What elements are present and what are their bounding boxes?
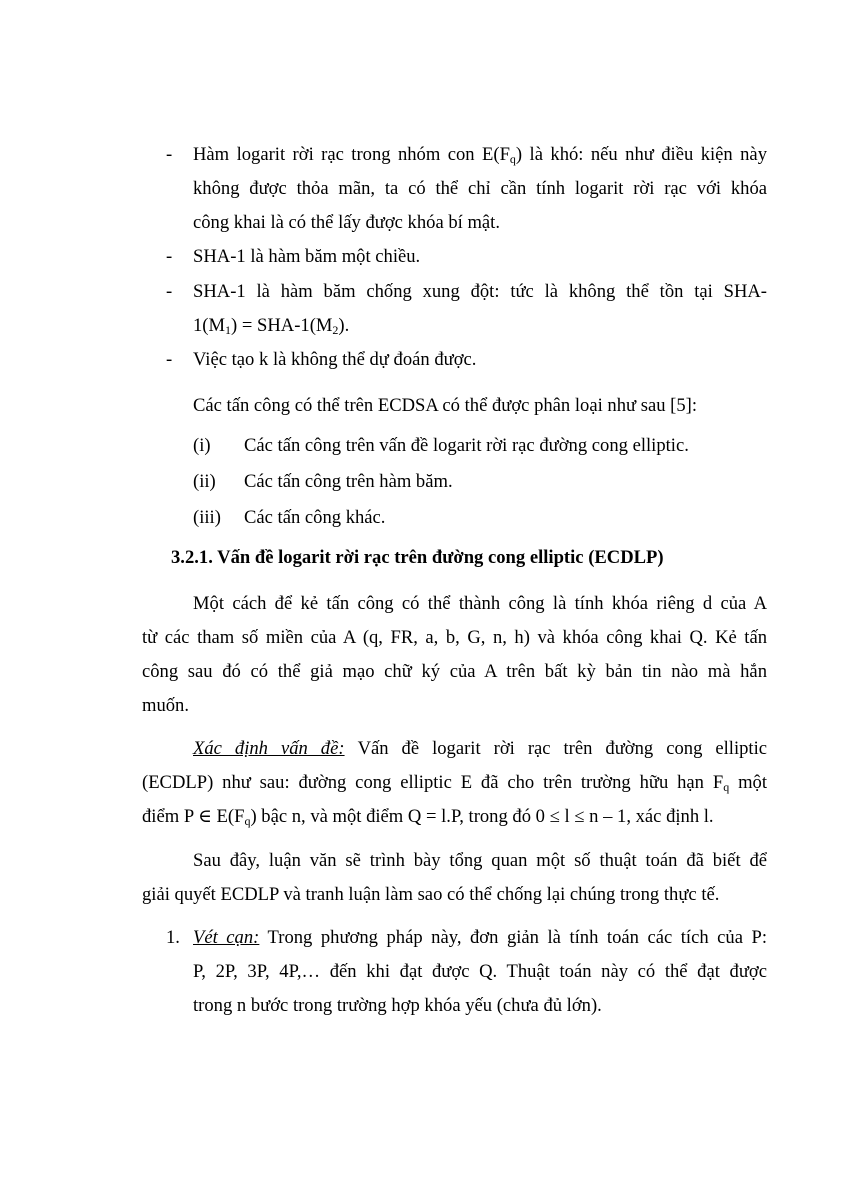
method-1-line-1: Vét cạn: Trong phương pháp này, đơn giản là tính toán các tích của P: [193, 927, 768, 948]
attack-number: (ii) [193, 471, 216, 492]
attack-number: (i) [193, 435, 211, 456]
bullet-1-line-2: không được thỏa mãn, ta có thể chỉ cần tính logarit rời rạc với khóa [193, 178, 767, 199]
para-3-line-2: giải quyết ECDLP và tranh luận làm sao có thể chống lại chúng trong thực tế. [142, 884, 720, 905]
method-1-line-2: P, 2P, 3P, 4P,… đến khi đạt được Q. Thuật toán này có thể đạt được [193, 961, 767, 982]
para-2-line-1: Xác định vấn đề: Vấn đề logarit rời rạc trên đường cong elliptic [193, 738, 767, 759]
para-2-line-2: (ECDLP) như sau: đường cong elliptic E đã cho trên trường hữu hạn $F_q$ một [142, 772, 768, 794]
attack-number: (iii) [193, 507, 221, 528]
bullet-dash: - [166, 144, 173, 165]
bullet-dash: - [166, 246, 173, 267]
section-heading: 3.2.1. Vấn đề logarit rời rạc trên đường cong elliptic (ECDLP) [171, 547, 664, 568]
para-2-line-3: điểm P ∈ $E(F_q)$ bậc n, và một điểm Q = l.P, trong đó 0 ≤ l ≤ n – 1, xác định l. [142, 806, 714, 828]
bullet-dash: - [166, 281, 173, 302]
para-1-line-2: từ các tham số miền của A (q, FR, a, b, G, n, h) và khóa công khai Q. Kẻ tấn [142, 627, 767, 648]
bullet-4-line: Việc tạo k là không thể dự đoán được. [193, 349, 477, 370]
attack-intro: Các tấn công có thể trên ECDSA có thể được phân loại như sau [5]: [193, 395, 698, 416]
bullet-dash: - [166, 349, 173, 370]
para-1-line-4: muốn. [142, 695, 190, 716]
problem-definition-label: Xác định vấn đề: [193, 738, 345, 759]
attack-item: Các tấn công trên vấn đề logarit rời rạc đường cong elliptic. [244, 435, 689, 456]
para-1-line-1: Một cách để kẻ tấn công có thể thành công là tính khóa riêng d của A [193, 593, 767, 614]
attack-item: Các tấn công khác. [244, 507, 386, 528]
attack-item: Các tấn công trên hàm băm. [244, 471, 453, 492]
bullet-2-line: SHA-1 là hàm băm một chiều. [193, 246, 421, 267]
method-1-line-3: trong n bước trong trường hợp khóa yếu (chưa đủ lớn). [193, 995, 602, 1016]
bullet-1-line-1: Hàm logarit rời rạc trong nhóm con $E(F_q)$ là khó: nếu như điều kiện này [193, 144, 767, 166]
para-1-line-3: công sau đó có thể giả mạo chữ ký của A trên bất kỳ bản tin nào mà hắn [142, 661, 767, 682]
method-number: 1. [166, 927, 180, 948]
brute-force-label: Vét cạn: [193, 927, 260, 948]
bullet-1-line-3: công khai là có thể lấy được khóa bí mật. [193, 212, 500, 233]
bullet-3-line-1: SHA-1 là hàm băm chống xung đột: tức là không thể tồn tại SHA- [193, 281, 767, 302]
bullet-3-line-2: $1(M_1) = SHA-1(M_2)$. [193, 315, 350, 337]
para-3-line-1: Sau đây, luận văn sẽ trình bày tổng quan một số thuật toán đã biết để [193, 850, 767, 871]
